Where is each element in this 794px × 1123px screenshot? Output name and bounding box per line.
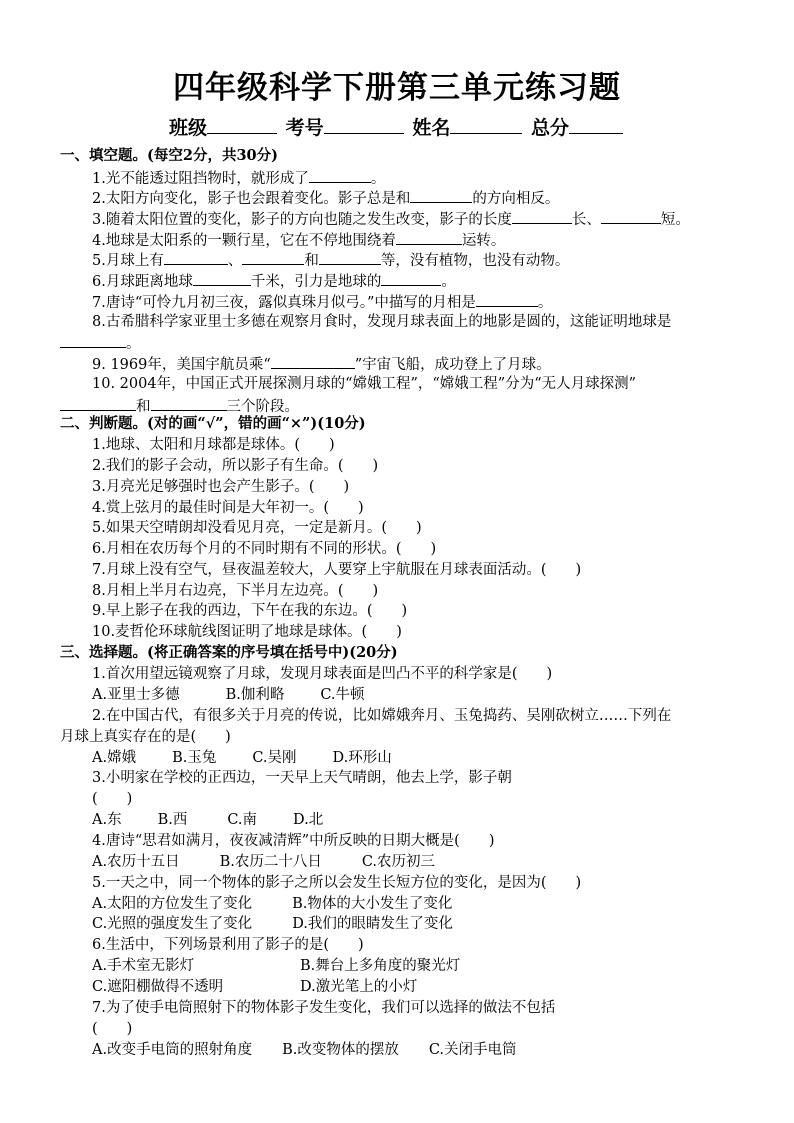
- choice-q6-options-row1: A.手术室无影灯 B.舞台上多角度的聚光灯: [92, 958, 461, 974]
- answer-blank[interactable]: [60, 395, 136, 411]
- judge-item: 3.月亮光足够强时也会产生影子。( ): [92, 479, 350, 495]
- name-field[interactable]: [450, 114, 522, 134]
- choice-q7-stem-cont: ( ): [92, 1021, 133, 1037]
- fill-q1: 1.光不能透过阻挡物时，就形成了 。: [92, 167, 385, 189]
- exam-no-field[interactable]: [324, 114, 404, 134]
- class-field[interactable]: [207, 114, 277, 134]
- class-label: 班级: [169, 117, 208, 139]
- judge-item: 10.麦哲伦环球航线图证明了地球是球体。( ): [92, 624, 402, 640]
- fill-q8-cont: 。: [60, 332, 141, 354]
- judge-item: 9.早上影子在我的西边，下午在我的东边。( ): [92, 603, 408, 619]
- answer-blank[interactable]: [512, 208, 572, 224]
- answer-blank[interactable]: [164, 249, 228, 265]
- answer-blank[interactable]: [271, 353, 355, 369]
- answer-blank[interactable]: [60, 332, 126, 348]
- answer-blank[interactable]: [193, 270, 251, 286]
- fill-q3: 3.随着太阳位置的变化，影子的方向也随之发生改变，影子的长度 长、 短。: [92, 208, 690, 230]
- fill-q9: 9. 1969年，美国宇航员乘“ ”宇宙飞船，成功登上了月球。: [92, 353, 551, 375]
- fill-q8: 8.古希腊科学家亚里士多德在观察月食时，发现月球表面上的地影是圆的，这能证明地球是: [92, 314, 672, 330]
- choice-q2-options: A.嫦娥 B.玉兔 C.吴刚 D.环形山: [92, 750, 392, 766]
- judge-item: 1.地球、太阳和月球都是球体。( ): [92, 437, 335, 453]
- answer-blank[interactable]: [381, 270, 441, 286]
- choice-q1-stem: 1.首次用望远镜观察了月球，发现月球表面是凹凸不平的科学家是( ): [92, 666, 553, 682]
- choice-q1-options: A.亚里士多德 B.伽利略 C.牛顿: [92, 687, 365, 703]
- fill-q2: 2.太阳方向变化，影子也会跟着变化。影子总是和 的方向相反。: [92, 187, 559, 209]
- choice-q3-stem-cont: ( ): [92, 791, 133, 807]
- name-label: 姓名: [412, 117, 451, 139]
- section-choice-heading: 三、选择题。(将正确答案的序号填在括号中)(20分): [60, 644, 398, 661]
- choice-q3-options: A.东 B.西 C.南 D.北: [92, 812, 324, 828]
- choice-q6-stem: 6.生活中，下列场景利用了影子的是( ): [92, 937, 364, 953]
- choice-q5-stem: 5.一天之中，同一个物体的影子之所以会发生长短方位的变化，是因为( ): [92, 875, 582, 891]
- page-title: 四年级科学下册第三单元练习题: [173, 70, 621, 106]
- section-fill-heading: 一、填空题。(每空2分，共30分): [60, 147, 278, 164]
- fill-q10-cont: 和 三个阶段。: [60, 395, 299, 417]
- judge-item: 5.如果天空晴朗却没看见月亮，一定是新月。( ): [92, 520, 422, 536]
- score-field[interactable]: [569, 114, 623, 134]
- answer-blank[interactable]: [396, 229, 462, 245]
- choice-q6-options-row2: C.遮阳棚做得不透明 D.激光笔上的小灯: [92, 979, 418, 995]
- fill-q10: 10. 2004年，中国正式开展探测月球的“嫦娥工程”，“嫦娥工程”分为“无人月球探测”: [92, 376, 637, 392]
- choice-q2-stem-cont: 月球上真实存在的是( ): [60, 729, 231, 745]
- student-info-row: [0, 113, 794, 140]
- answer-blank[interactable]: [242, 249, 304, 265]
- choice-q7-options: A.改变手电筒的照射角度 B.改变物体的摆放 C.关闭手电筒: [92, 1042, 517, 1058]
- answer-blank[interactable]: [476, 291, 538, 307]
- choice-q3-stem: 3.小明家在学校的正西边，一天早上天气晴朗，他去上学，影子朝: [92, 770, 512, 786]
- section-judge-heading: 二、判断题。(对的画“√”，错的画“×”)(10分): [60, 415, 366, 432]
- choice-q5-options-row2: C.光照的强度发生了变化 D.我们的眼睛发生了变化: [92, 916, 453, 932]
- answer-blank[interactable]: [151, 395, 227, 411]
- judge-item: 2.我们的影子会动，所以影子有生命。( ): [92, 458, 379, 474]
- choice-q4-stem: 4.唐诗“思君如满月，夜夜减清辉”中所反映的日期大概是( ): [92, 833, 495, 849]
- answer-blank[interactable]: [309, 167, 371, 183]
- answer-blank[interactable]: [601, 208, 661, 224]
- judge-item: 4.赏上弦月的最佳时间是大年初一。( ): [92, 500, 364, 516]
- answer-blank[interactable]: [319, 249, 381, 265]
- fill-q4: 4.地球是太阳系的一颗行星，它在不停地围绕着 运转。: [92, 229, 505, 251]
- choice-q7-stem: 7.为了使手电筒照射下的物体影子发生变化，我们可以选择的做法不包括: [92, 1000, 556, 1016]
- judge-item: 8.月相上半月右边亮，下半月左边亮。( ): [92, 583, 379, 599]
- fill-q6: 6.月球距离地球 千米，引力是地球的 。: [92, 270, 456, 292]
- choice-q4-options: A.农历十五日 B.农历二十八日 C.农历初三: [92, 854, 436, 870]
- choice-q5-options-row1: A.太阳的方位发生了变化 B.物体的大小发生了变化: [92, 896, 453, 912]
- fill-q7: 7.唐诗“可怜九月初三夜，露似真珠月似弓。”中描写的月相是 。: [92, 291, 552, 313]
- fill-q5: 5.月球上有 、 和 等，没有植物，也没有动物。: [92, 249, 569, 271]
- judge-item: 7.月球上没有空气，昼夜温差较大，人要穿上宇航服在月球表面活动。( ): [92, 562, 582, 578]
- judge-item: 6.月相在农历每个月的不同时期有不同的形状。( ): [92, 541, 437, 557]
- choice-q2-stem: 2.在中国古代，有很多关于月亮的传说，比如嫦娥奔月、玉兔捣药、吴刚砍树立……下列在: [92, 708, 672, 724]
- score-label: 总分: [530, 117, 569, 139]
- answer-blank[interactable]: [410, 187, 472, 203]
- exam-no-label: 考号: [285, 117, 324, 139]
